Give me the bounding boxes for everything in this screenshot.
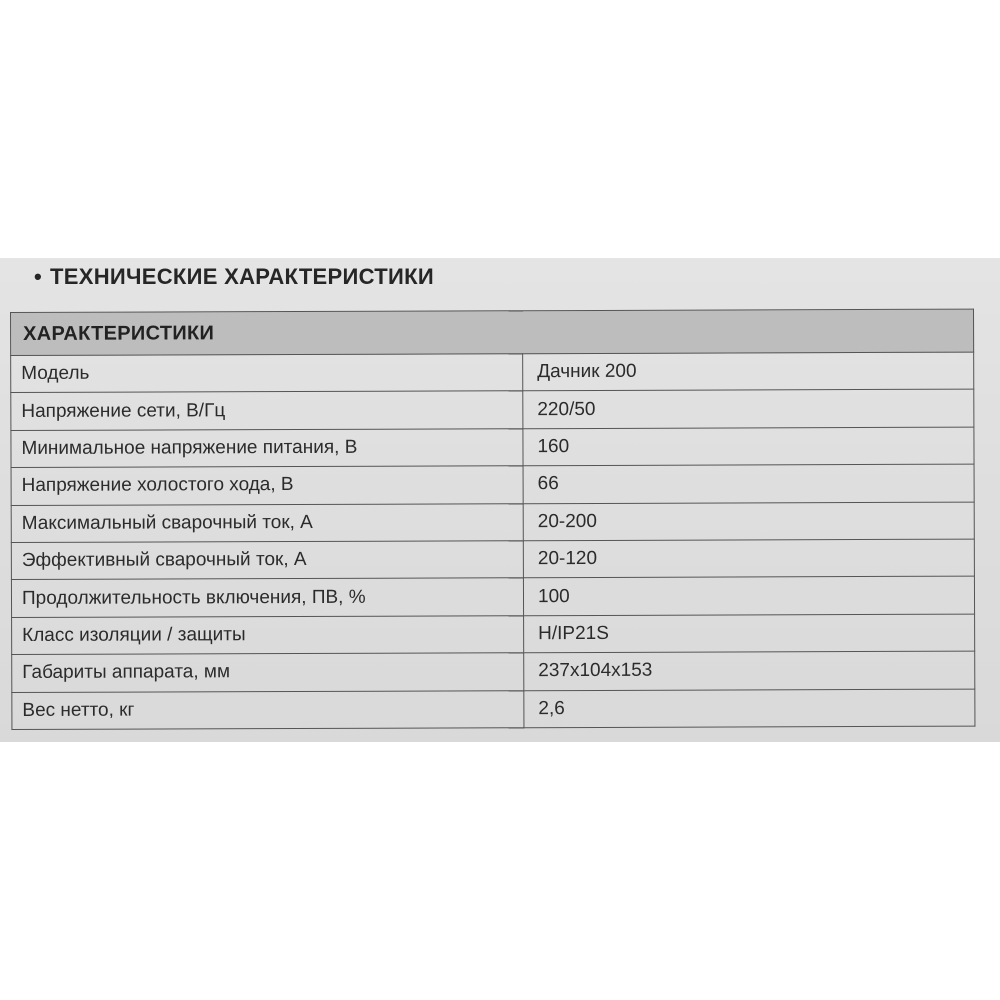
spec-value: 220/50 [523,390,974,429]
table-row [12,651,975,692]
spec-value: 20-120 [523,539,974,578]
bullet-mark: • [34,264,43,289]
section-title: ТЕХНИЧЕСКИЕ ХАРАКТЕРИСТИКИ [50,264,434,289]
table-row [12,614,975,655]
table-row [11,502,974,543]
table-row [11,352,974,393]
spec-label: Продолжительность включения, ПВ, % [11,578,523,617]
table-row [11,464,974,505]
table-row [11,427,974,468]
spec-label: Модель [11,354,523,393]
spec-label: Класс изоляции / защиты [12,615,524,654]
table-row [11,539,974,580]
spec-value: H/IP21S [524,614,975,653]
section-heading [34,264,434,290]
spec-value: Дачник 200 [523,352,974,391]
spec-label: Напряжение сети, В/Гц [11,391,523,430]
spec-value: 2,6 [524,689,975,728]
spec-value: 20-200 [523,502,974,541]
spec-label: Минимальное напряжение питания, В [11,428,523,467]
spec-value: 100 [523,576,974,615]
spec-label: Максимальный сварочный ток, А [11,503,523,542]
spec-value: 237x104x153 [524,651,975,690]
specifications-table [10,309,975,730]
table-row [11,576,974,617]
spec-value: 160 [523,427,974,466]
spec-label: Габариты аппарата, мм [12,653,524,692]
table-header: ХАРАКТЕРИСТИКИ [11,309,974,355]
spec-label: Вес нетто, кг [12,690,524,729]
spec-label: Эффективный сварочный ток, А [11,541,523,580]
table-row [11,390,974,431]
spec-label: Напряжение холостого хода, В [11,466,523,505]
spec-value: 66 [523,464,974,503]
table-row [12,689,975,730]
table-header-row [11,309,974,355]
